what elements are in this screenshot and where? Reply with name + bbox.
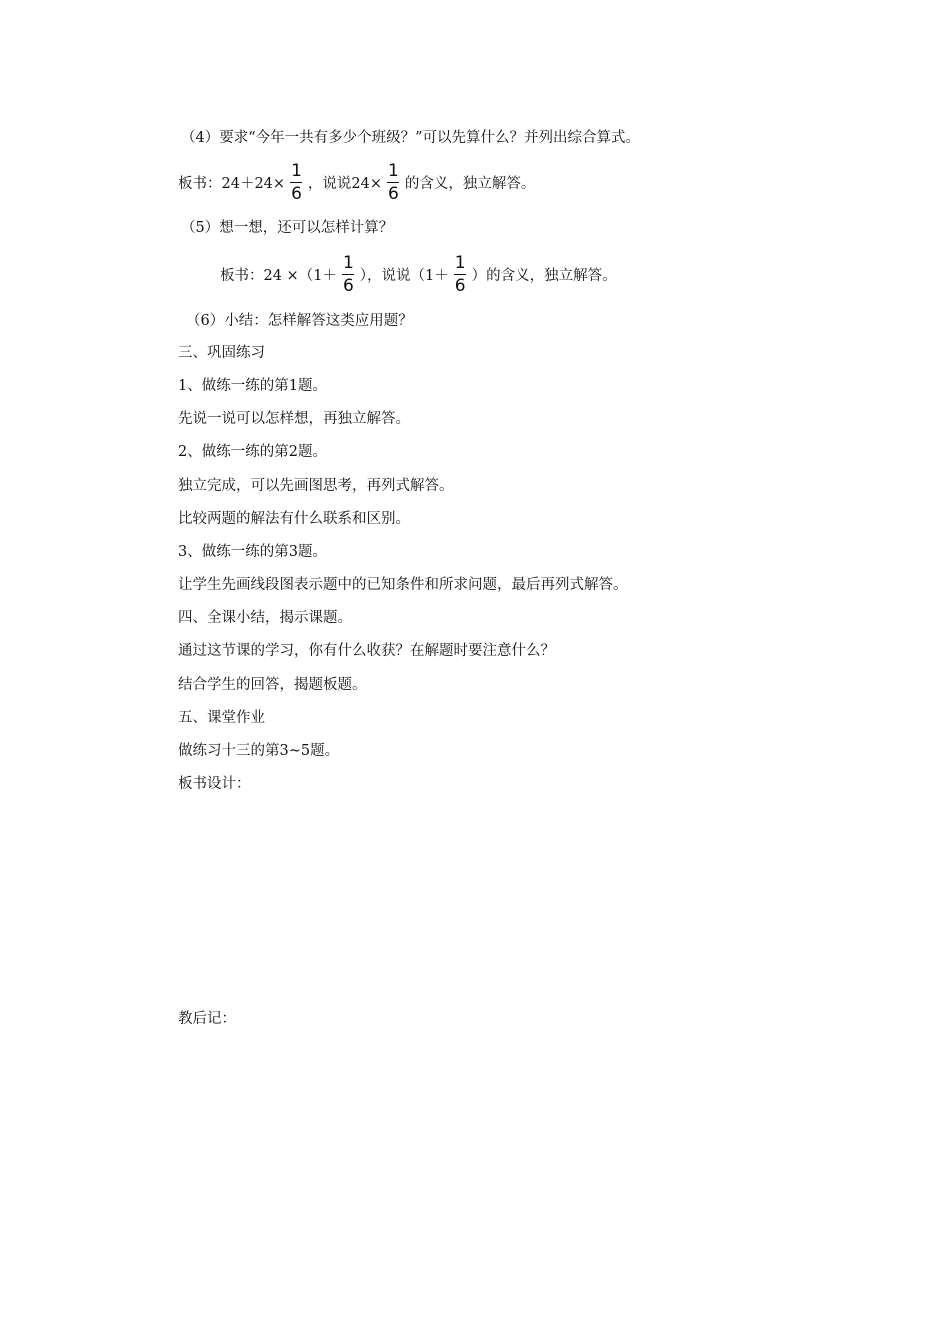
formula-2-suffix: ）的含义，独立解答。 bbox=[471, 267, 617, 284]
board-design-label: 板书设计： bbox=[178, 776, 251, 792]
practice-1-note: 先说一说可以怎样想，再独立解答。 bbox=[178, 411, 410, 427]
practice-2-note-2: 比较两题的解法有什么联系和区别。 bbox=[178, 511, 410, 527]
practice-3: 3、做练一练的第3题。 bbox=[178, 544, 327, 560]
section-5-heading: 五、课堂作业 bbox=[178, 710, 265, 726]
fraction-numerator: 1 bbox=[388, 160, 399, 181]
formula-1-middle: ，说说24× bbox=[307, 175, 382, 192]
board-formula-1 bbox=[178, 158, 535, 206]
fraction-one-sixth bbox=[386, 161, 401, 204]
formula-1-suffix: 的含义，独立解答。 bbox=[404, 175, 536, 192]
section-3-heading: 三、巩固练习 bbox=[178, 345, 265, 361]
fraction-denominator: 6 bbox=[388, 183, 399, 204]
fraction-denominator: 6 bbox=[454, 275, 466, 296]
fraction-numerator: 1 bbox=[291, 160, 302, 181]
fraction-one-sixth bbox=[289, 161, 304, 204]
board-formula-2 bbox=[220, 250, 617, 298]
fraction-denominator: 6 bbox=[291, 183, 302, 204]
practice-2: 2、做练一练的第2题。 bbox=[178, 444, 327, 460]
question-6: （6）小结：怎样解答这类应用题？ bbox=[186, 313, 413, 329]
formula-1-prefix: 板书：24＋24× bbox=[178, 175, 286, 192]
fraction-numerator: 1 bbox=[342, 252, 354, 273]
fraction-one-sixth bbox=[341, 253, 356, 296]
section-4-heading: 四、全课小结，揭示课题。 bbox=[178, 610, 352, 626]
fraction-one-sixth bbox=[453, 253, 468, 296]
practice-3-note: 让学生先画线段图表示题中的已知条件和所求问题，最后再列式解答。 bbox=[178, 577, 628, 593]
section-5-note: 做练习十三的第3~5题。 bbox=[178, 743, 340, 759]
fraction-numerator: 1 bbox=[454, 252, 466, 273]
question-4: （4）要求“今年一共有多少个班级？”可以先算什么？并列出综合算式。 bbox=[181, 130, 641, 146]
fraction-denominator: 6 bbox=[342, 275, 354, 296]
section-4-note-2: 结合学生的回答，揭题板题。 bbox=[178, 677, 367, 693]
practice-2-note-1: 独立完成，可以先画图思考，再列式解答。 bbox=[178, 478, 454, 494]
question-5: （5）想一想，还可以怎样计算？ bbox=[181, 220, 394, 236]
practice-1: 1、做练一练的第1题。 bbox=[178, 378, 327, 394]
after-class-notes-label: 教后记： bbox=[178, 1011, 236, 1027]
section-4-note-1: 通过这节课的学习，你有什么收获？在解题时要注意什么？ bbox=[178, 643, 555, 659]
formula-2-middle: ），说说（1＋ bbox=[359, 267, 449, 284]
formula-2-prefix: 板书：24 ×（1＋ bbox=[220, 267, 337, 284]
